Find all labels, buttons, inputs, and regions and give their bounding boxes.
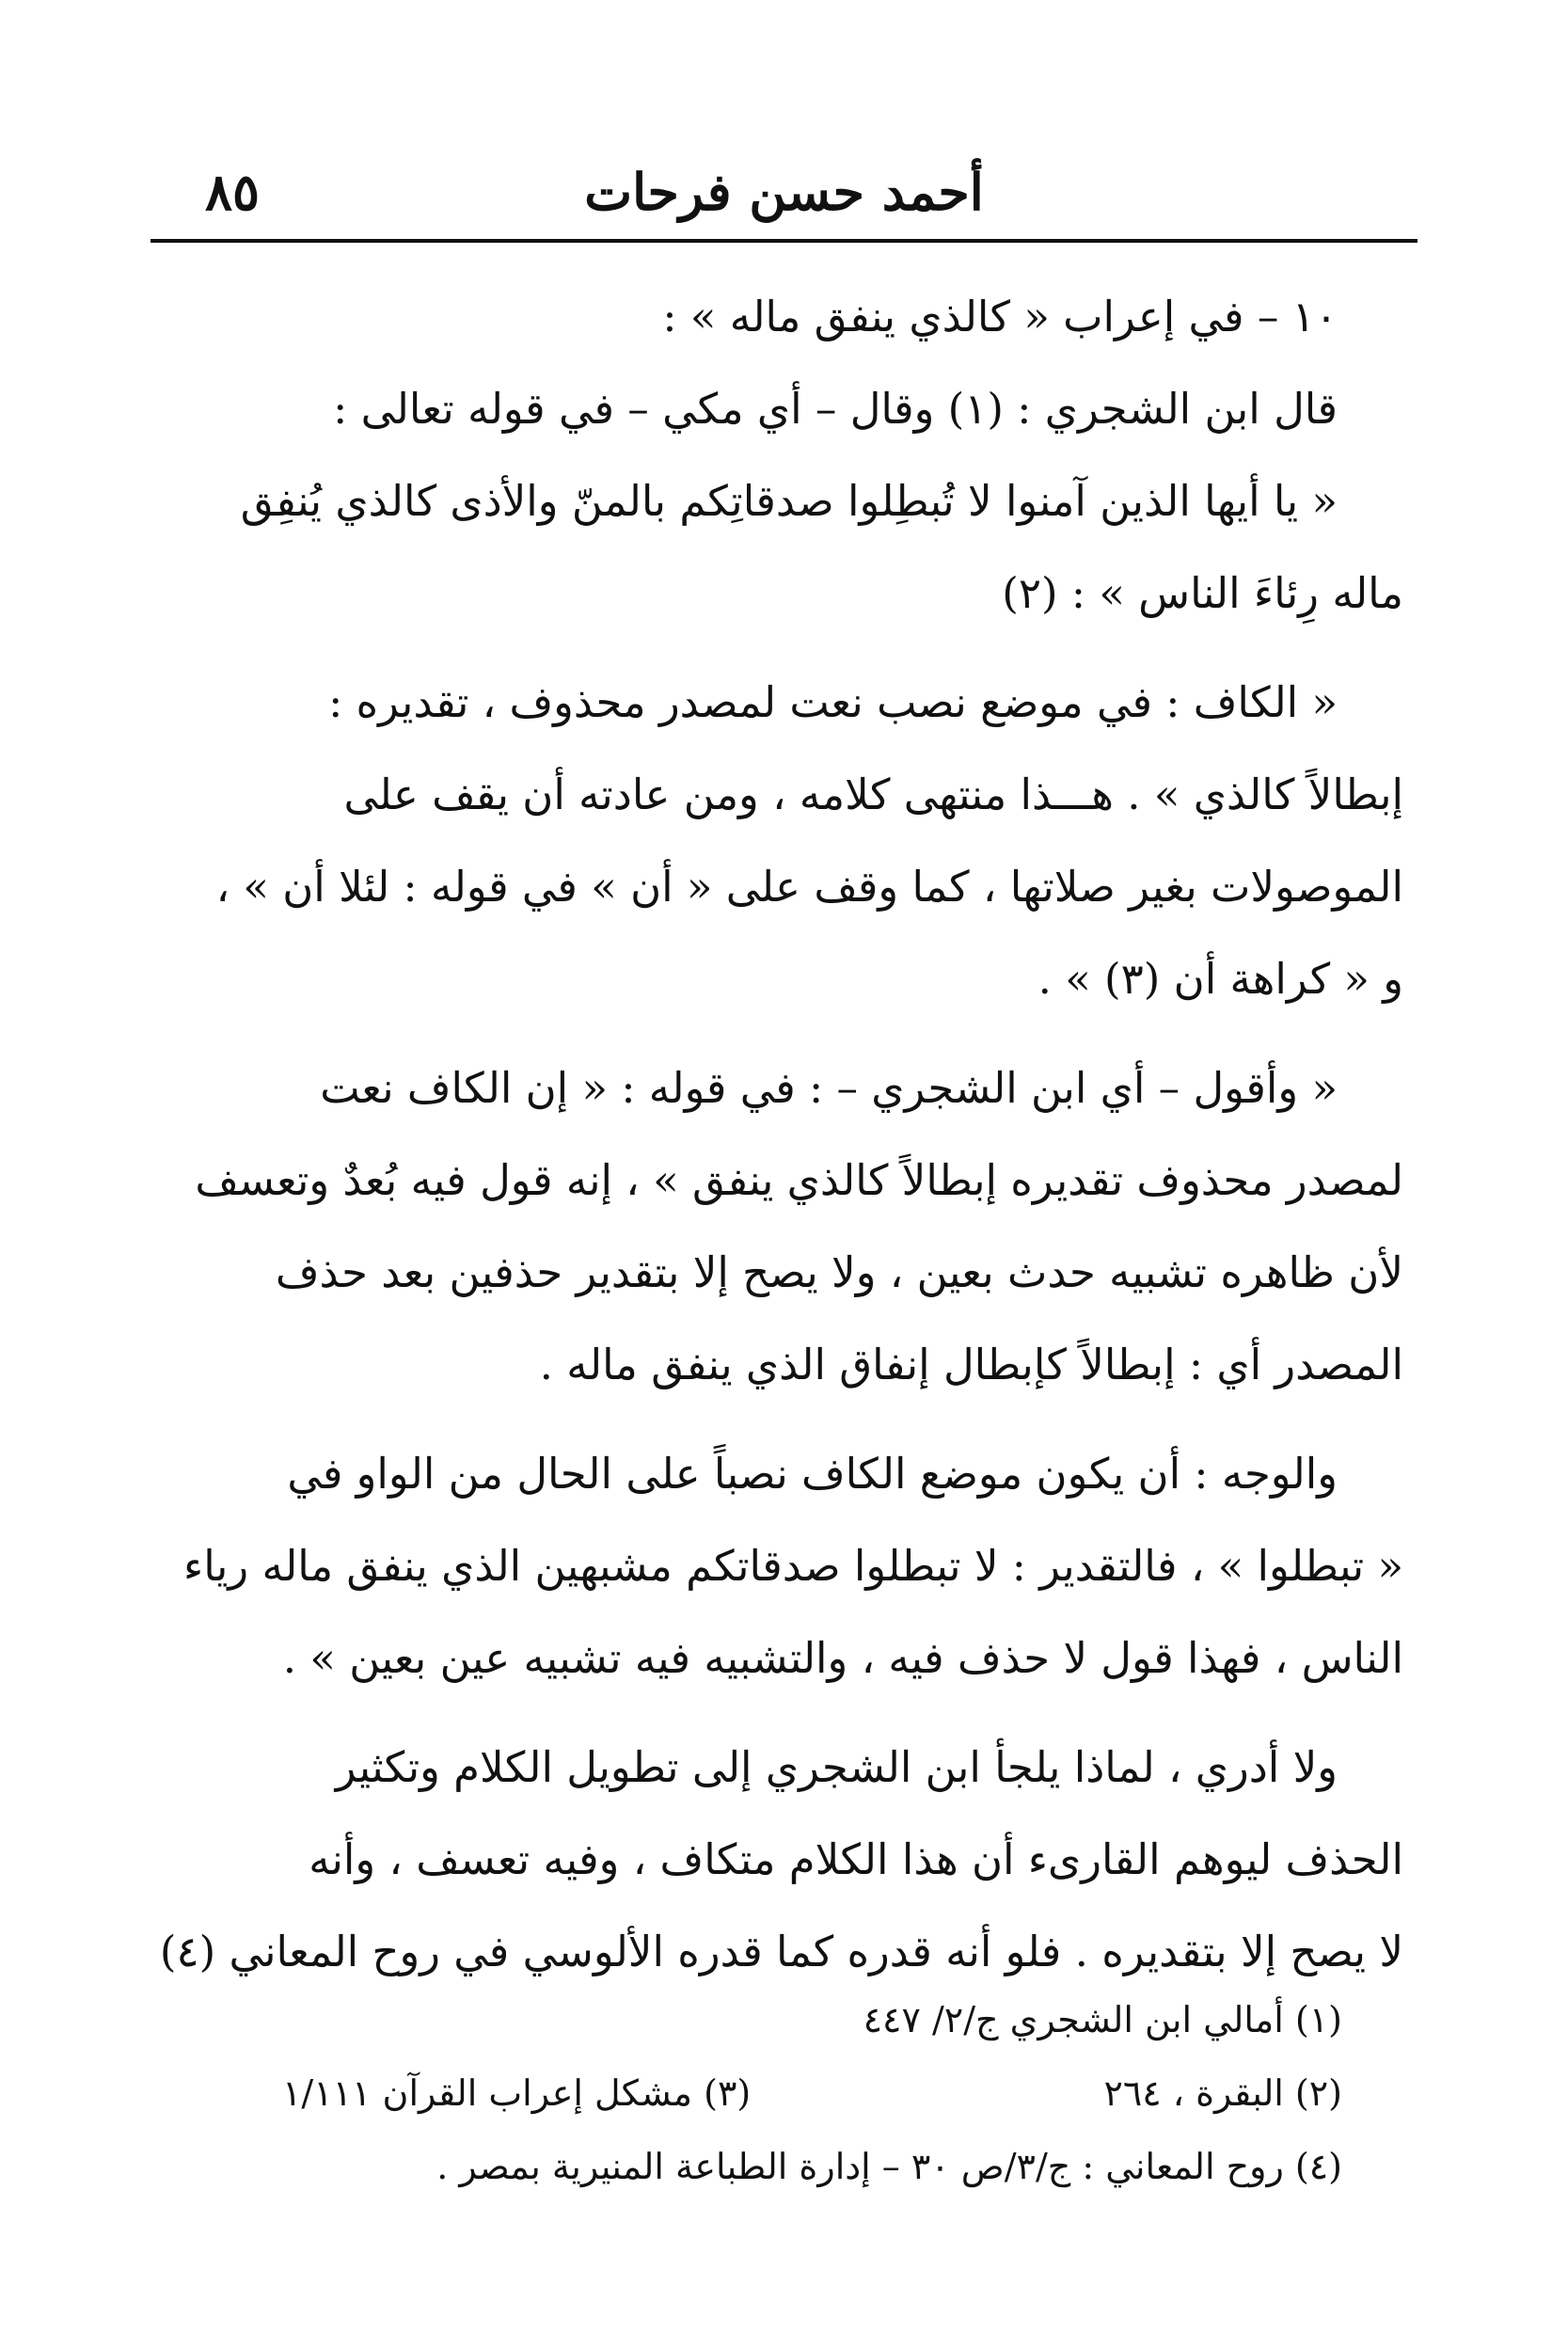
text-line: قال ابن الشجري : (١) وقال – أي مكي – في قوله تعالى :: [333, 384, 1338, 434]
text-line: لا يصح إلا بتقديره . فلو أنه قدره كما قدره الألوسي في روح المعاني (٤): [160, 1927, 1403, 1976]
paragraph-gap: [160, 640, 1403, 657]
text-line: لأن ظاهره تشبيه حدث بعين ، ولا يصح إلا بتقدير حذفين بعد حذف: [275, 1247, 1403, 1297]
paragraph-gap: [160, 1705, 1403, 1722]
section-heading: ١٠ – في إعراب « كالذي ينفق ماله » :: [662, 292, 1338, 341]
text-line: الحذف ليوهم القارىء أن هذا الكلام متكاف ، وفيه تعسف ، وأنه: [309, 1834, 1403, 1884]
header-rule: [150, 239, 1418, 243]
text-line: الناس ، فهذا قول لا حذف فيه ، والتشبيه فيه تشبيه عين بعين » .: [282, 1633, 1403, 1683]
text-line: « وأقول – أي ابن الشجري – : في قوله : « إن الكاف نعت: [320, 1063, 1338, 1113]
text-line: والوجه : أن يكون موضع الكاف نصباً على الحال من الواو في: [287, 1449, 1338, 1499]
text-line: الموصولات بغير صلاتها ، كما وقف على « أن » في قوله : لئلا أن » ،: [215, 862, 1403, 912]
page-header: [150, 141, 1418, 245]
text-line: لمصدر محذوف تقديره إبطالاً كالذي ينفق » ، إنه قول فيه بُعدٌ وتعسف: [195, 1155, 1403, 1205]
page-number: ٨٥: [205, 162, 261, 222]
text-line: « يا أيها الذين آمنوا لا تُبطِلوا صدقاتِكم بالمنّ والأذى كالذي يُنفِق: [240, 476, 1338, 526]
footnote-text: (٤) روح المعاني : ج/٣/ص ٣٠ – إدارة الطباعة المنيرية بمصر .: [436, 2146, 1342, 2187]
footnote-text: (١) أمالي ابن الشجري ج/٢/ ٤٤٧: [863, 1999, 1342, 2040]
text-line: المصدر أي : إبطالاً كإبطال إنفاق الذي ينفق ماله .: [539, 1340, 1403, 1389]
running-title: أحمد حسن فرحات: [584, 162, 984, 222]
footnote-2: (٢) البقرة ، ٢٦٤: [1103, 2072, 1342, 2114]
main-text: [160, 271, 1403, 1998]
text-line: ولا أدري ، لماذا يلجأ ابن الشجري إلى تطويل الكلام وتكثير: [335, 1742, 1338, 1792]
text-line: ماله رِئاءَ الناس » : (٢): [1002, 568, 1403, 618]
paragraph-gap: [160, 1411, 1403, 1428]
footnotes: [282, 1983, 1342, 2203]
footnote-4: [282, 2130, 1342, 2203]
text-line: و « كراهة أن (٣) » .: [1037, 954, 1403, 1004]
footnote-1: [282, 1983, 1342, 2056]
text-line: « الكاف : في موضع نصب نعت لمصدر محذوف ، تقديره :: [328, 677, 1338, 727]
footnote-row-2-3: [282, 2056, 1342, 2130]
text-line: إبطالاً كالذي » . هـــذا منتهى كلامه ، ومن عادته أن يقف على: [343, 770, 1403, 819]
paragraph-gap: [160, 1025, 1403, 1042]
text-line: « تبطلوا » ، فالتقدير : لا تبطلوا صدقاتكم مشبهين الذي ينفق ماله رياء: [183, 1541, 1403, 1591]
footnote-3: (٣) مشكل إعراب القرآن ١/١١١: [282, 2072, 752, 2114]
